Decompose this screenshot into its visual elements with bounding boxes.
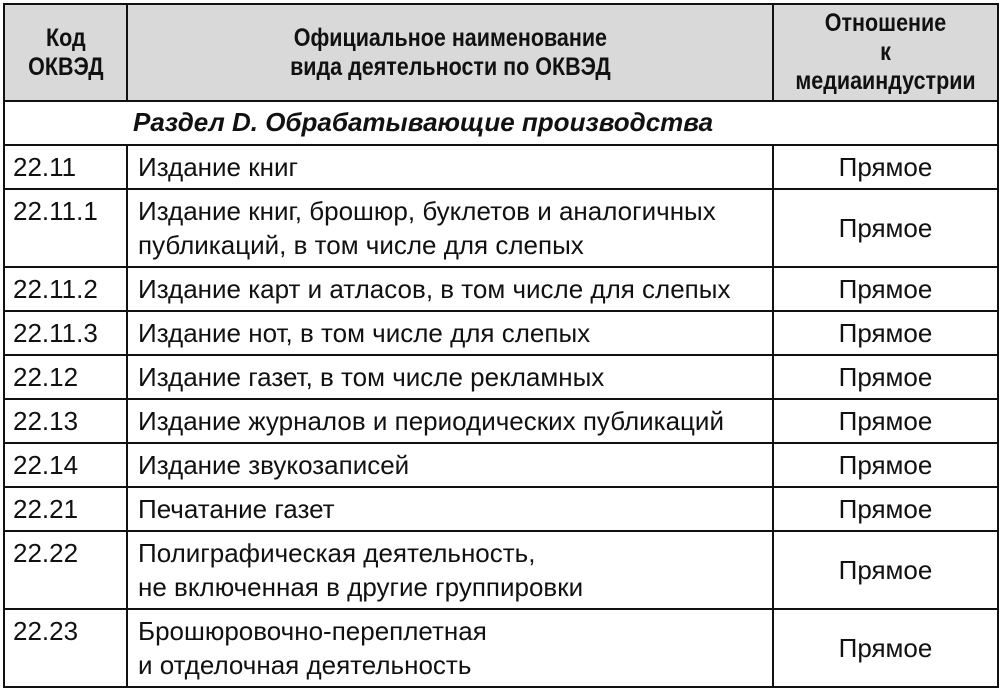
header-relation-line2: к медиаиндустрии <box>795 38 976 95</box>
activity-name-cell <box>127 531 773 609</box>
media-relation-cell: Прямое <box>773 609 998 687</box>
activity-name-cell <box>127 609 773 687</box>
activity-name-cell <box>127 487 773 531</box>
media-relation-cell: Прямое <box>773 267 998 311</box>
okved-code-cell: 22.11.2 <box>4 267 127 311</box>
okved-table <box>3 3 999 688</box>
table-row <box>4 531 998 609</box>
media-relation-cell: Прямое <box>773 487 998 531</box>
activity-name-line: Печатание газет <box>138 494 335 524</box>
activity-name-line: Брошюровочно-переплетная <box>138 616 487 646</box>
section-row <box>4 101 998 145</box>
table-row <box>4 189 998 267</box>
table-row <box>4 487 998 531</box>
okved-code-cell: 22.21 <box>4 487 127 531</box>
media-relation-cell: Прямое <box>773 355 998 399</box>
okved-code-cell: 22.14 <box>4 443 127 487</box>
media-relation-cell: Прямое <box>773 531 998 609</box>
header-code <box>4 4 127 101</box>
activity-name-line: публикаций, в том числе для слепых <box>138 230 584 260</box>
activity-name-cell <box>127 145 773 189</box>
header-name-line1: Официальное наименование <box>293 23 607 52</box>
header-relation-line1: Отношение <box>824 9 947 37</box>
media-relation-cell: Прямое <box>773 399 998 443</box>
activity-name-line: Издание карт и атласов, в том числе для слепых <box>138 274 731 304</box>
activity-name-line: Издание газет, в том числе рекламных <box>138 362 605 392</box>
table-row <box>4 609 998 687</box>
header-relation <box>773 4 998 101</box>
okved-code-cell: 22.11.1 <box>4 189 127 267</box>
activity-name-line: Издание журналов и периодических публикаций <box>138 406 724 436</box>
okved-code-cell: 22.13 <box>4 399 127 443</box>
table-row <box>4 399 998 443</box>
header-name <box>127 4 773 101</box>
header-code-line1: Код <box>45 23 86 52</box>
activity-name-cell <box>127 267 773 311</box>
activity-name-line: Издание нот, в том числе для слепых <box>138 318 591 348</box>
header-name-line2: вида деятельности по ОКВЭД <box>289 52 611 81</box>
table-row <box>4 145 998 189</box>
activity-name-line: и отделочная деятельность <box>138 650 472 680</box>
header-code-line2: ОКВЭД <box>27 52 104 81</box>
section-title: Раздел D. Обрабатывающие производства <box>4 101 998 145</box>
okved-code-cell: 22.23 <box>4 609 127 687</box>
table-row <box>4 443 998 487</box>
media-relation-cell: Прямое <box>773 311 998 355</box>
activity-name-cell <box>127 355 773 399</box>
activity-name-line: Издание книг, брошюр, буклетов и аналогичных <box>138 196 716 226</box>
activity-name-line: не включенная в другие группировки <box>138 572 584 602</box>
media-relation-cell: Прямое <box>773 189 998 267</box>
okved-code-cell: 22.12 <box>4 355 127 399</box>
okved-code-cell: 22.11 <box>4 145 127 189</box>
table-row <box>4 267 998 311</box>
activity-name-cell <box>127 443 773 487</box>
activity-name-cell <box>127 399 773 443</box>
activity-name-line: Полиграфическая деятельность, <box>138 538 536 568</box>
table-row <box>4 311 998 355</box>
okved-code-cell: 22.22 <box>4 531 127 609</box>
media-relation-cell: Прямое <box>773 145 998 189</box>
table-row <box>4 355 998 399</box>
activity-name-cell <box>127 311 773 355</box>
activity-name-line: Издание книг <box>138 152 298 182</box>
okved-code-cell: 22.11.3 <box>4 311 127 355</box>
header-row <box>4 4 998 101</box>
activity-name-cell <box>127 189 773 267</box>
activity-name-line: Издание звукозаписей <box>138 450 410 480</box>
media-relation-cell: Прямое <box>773 443 998 487</box>
